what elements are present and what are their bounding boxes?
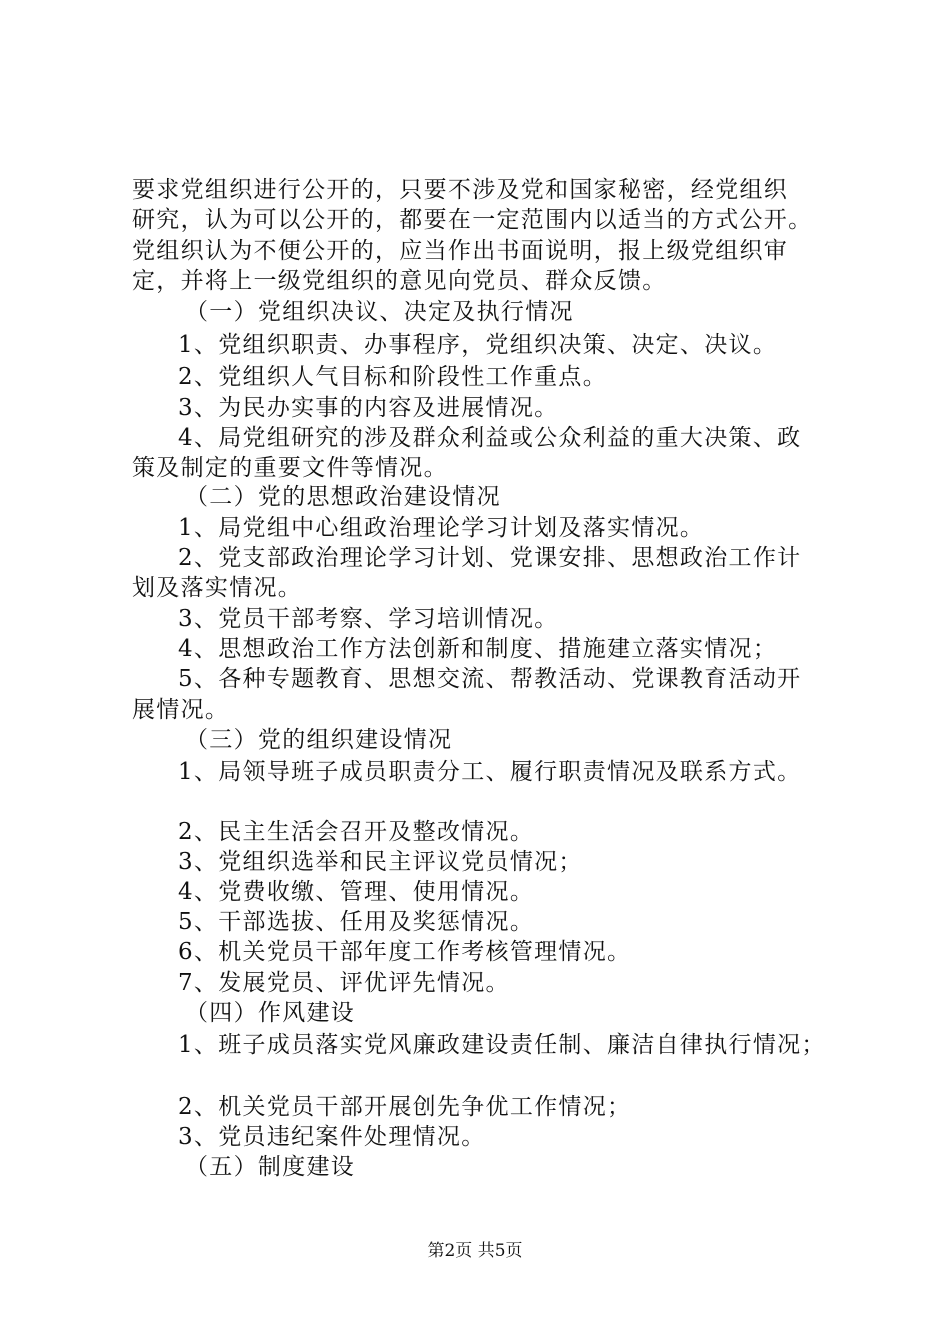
list-item: 3、党组织选举和民主评议党员情况； — [178, 849, 583, 875]
list-item: 2、党支部政治理论学习计划、党课安排、思想政治工作计 — [178, 545, 802, 571]
list-item: 7、发展党员、评优评先情况。 — [178, 970, 510, 996]
section-heading: （五）制度建设 — [185, 1154, 356, 1180]
list-item: 5、各种专题教育、思想交流、帮教活动、党课教育活动开 — [178, 666, 802, 692]
paragraph-line: 研究，认为可以公开的，都要在一定范围内以适当的方式公开。 — [132, 207, 813, 233]
list-item: 4、思想政治工作方法创新和制度、措施建立落实情况； — [178, 636, 778, 662]
list-item: 6、机关党员干部年度工作考核管理情况。 — [178, 939, 632, 965]
list-item-continuation: 策及制定的重要文件等情况。 — [132, 455, 448, 481]
list-item: 3、党员干部考察、学习培训情况。 — [178, 606, 559, 632]
paragraph-line: 要求党组织进行公开的，只要不涉及党和国家秘密，经党组织 — [132, 177, 789, 203]
list-item: 1、党组织职责、办事程序，党组织决策、决定、决议。 — [178, 332, 778, 358]
list-item-continuation: 划及落实情况。 — [132, 575, 303, 601]
list-item: 3、为民办实事的内容及进展情况。 — [178, 395, 559, 421]
list-item: 4、党费收缴、管理、使用情况。 — [178, 879, 535, 905]
section-heading: （三）党的组织建设情况 — [185, 727, 453, 753]
page-number-footer: 第2页 共5页 — [427, 1241, 523, 1261]
list-item: 2、党组织人气目标和阶段性工作重点。 — [178, 364, 608, 390]
section-heading: （四）作风建设 — [185, 1000, 356, 1026]
list-item: 2、机关党员干部开展创先争优工作情况； — [178, 1094, 632, 1120]
list-item: 3、党员违纪案件处理情况。 — [178, 1124, 486, 1150]
section-heading: （一）党组织决议、决定及执行情况 — [185, 299, 574, 325]
section-heading: （二）党的思想政治建设情况 — [185, 484, 501, 510]
list-item: 2、民主生活会召开及整改情况。 — [178, 819, 535, 845]
paragraph-line: 定，并将上一级党组织的意见向党员、群众反馈。 — [132, 268, 667, 294]
paragraph-line: 党组织认为不便公开的，应当作出书面说明，报上级党组织审 — [132, 238, 789, 264]
list-item: 1、班子成员落实党风廉政建设责任制、廉洁自律执行情况； — [178, 1032, 826, 1058]
list-item: 1、局党组中心组政治理论学习计划及落实情况。 — [178, 515, 705, 541]
list-item-continuation: 展情况。 — [132, 697, 230, 723]
list-item: 1、局领导班子成员职责分工、履行职责情况及联系方式。 — [178, 759, 802, 785]
list-item: 4、局党组研究的涉及群众利益或公众利益的重大决策、政 — [178, 425, 802, 451]
list-item: 5、干部选拔、任用及奖惩情况。 — [178, 909, 535, 935]
